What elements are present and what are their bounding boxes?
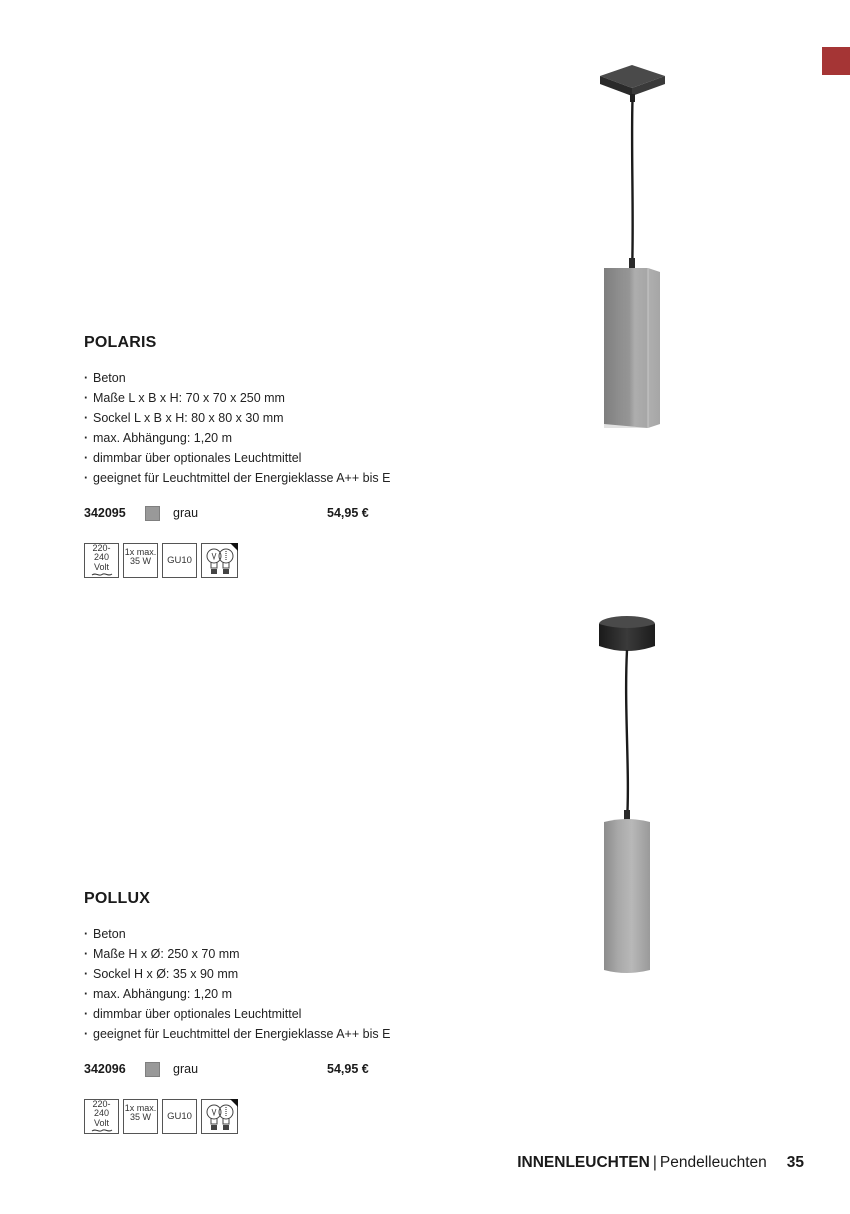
- wattage-icon: [123, 1099, 158, 1134]
- price: 54,95 €: [327, 506, 369, 520]
- wattage-value: 35 W: [129, 555, 151, 566]
- color-name: grau: [173, 1062, 199, 1076]
- feature-list: [84, 924, 504, 1044]
- socket-type: GU10: [167, 555, 192, 566]
- wave-icon: [91, 572, 113, 577]
- footer-subsection: Pendelleuchten: [659, 1154, 767, 1171]
- feature-list: [84, 368, 504, 488]
- wattage-value: 35 W: [129, 1111, 151, 1122]
- feature-item: · dimmbar über optionales Leuchtmittel: [84, 448, 504, 468]
- voltage-unit: Volt: [93, 562, 109, 572]
- feature-item: · Sockel L x B x H: 80 x 80 x 30 mm: [84, 408, 504, 428]
- pollux-product-image: [590, 610, 670, 980]
- color-swatch: [145, 1062, 160, 1077]
- feature-item: · geeignet für Leuchtmittel der Energieklasse A++ bis E: [84, 468, 504, 488]
- voltage-unit: Volt: [93, 1118, 109, 1128]
- socket-icon: [162, 1099, 197, 1134]
- socket-icon: [162, 543, 197, 578]
- bulb-types-icon: [201, 543, 238, 578]
- product-pollux: [84, 890, 504, 1134]
- wattage-count: 1x max.: [124, 1102, 157, 1113]
- product-title: POLARIS: [84, 334, 157, 351]
- voltage-icon: [84, 543, 119, 578]
- page-number: 35: [786, 1154, 804, 1171]
- feature-item: · Beton: [84, 924, 504, 944]
- wave-icon: [91, 1128, 113, 1133]
- footer-separator: |: [652, 1154, 657, 1171]
- socket-type: GU10: [167, 1111, 192, 1122]
- feature-item: · dimmbar über optionales Leuchtmittel: [84, 1004, 504, 1024]
- spec-icons: [84, 543, 504, 578]
- article-number: 342096: [84, 1062, 126, 1076]
- spec-icons: [84, 1099, 504, 1134]
- order-row: [84, 1060, 504, 1078]
- feature-item: · max. Abhängung: 1,20 m: [84, 984, 504, 1004]
- polaris-product-image: [590, 60, 680, 430]
- feature-item: · geeignet für Leuchtmittel der Energieklasse A++ bis E: [84, 1024, 504, 1044]
- color-swatch: [145, 506, 160, 521]
- article-number: 342095: [84, 506, 126, 520]
- feature-item: · Sockel H x Ø: 35 x 90 mm: [84, 964, 504, 984]
- voltage-icon: [84, 1099, 119, 1134]
- product-title: POLLUX: [84, 890, 151, 907]
- chapter-marker: [822, 47, 850, 75]
- product-polaris: [84, 334, 504, 578]
- order-row: [84, 504, 504, 522]
- feature-item: · Maße L x B x H: 70 x 70 x 250 mm: [84, 388, 504, 408]
- price: 54,95 €: [327, 1062, 369, 1076]
- page-footer: [0, 1154, 804, 1172]
- footer-section: INNENLEUCHTEN: [517, 1154, 650, 1171]
- feature-item: · Beton: [84, 368, 504, 388]
- feature-item: · Maße H x Ø: 250 x 70 mm: [84, 944, 504, 964]
- color-name: grau: [173, 506, 199, 520]
- wattage-icon: [123, 543, 158, 578]
- bulb-types-icon: [201, 1099, 238, 1134]
- feature-item: · max. Abhängung: 1,20 m: [84, 428, 504, 448]
- voltage-range: 220-240: [92, 1099, 111, 1118]
- wattage-count: 1x max.: [124, 546, 157, 557]
- voltage-range: 220-240: [92, 543, 111, 562]
